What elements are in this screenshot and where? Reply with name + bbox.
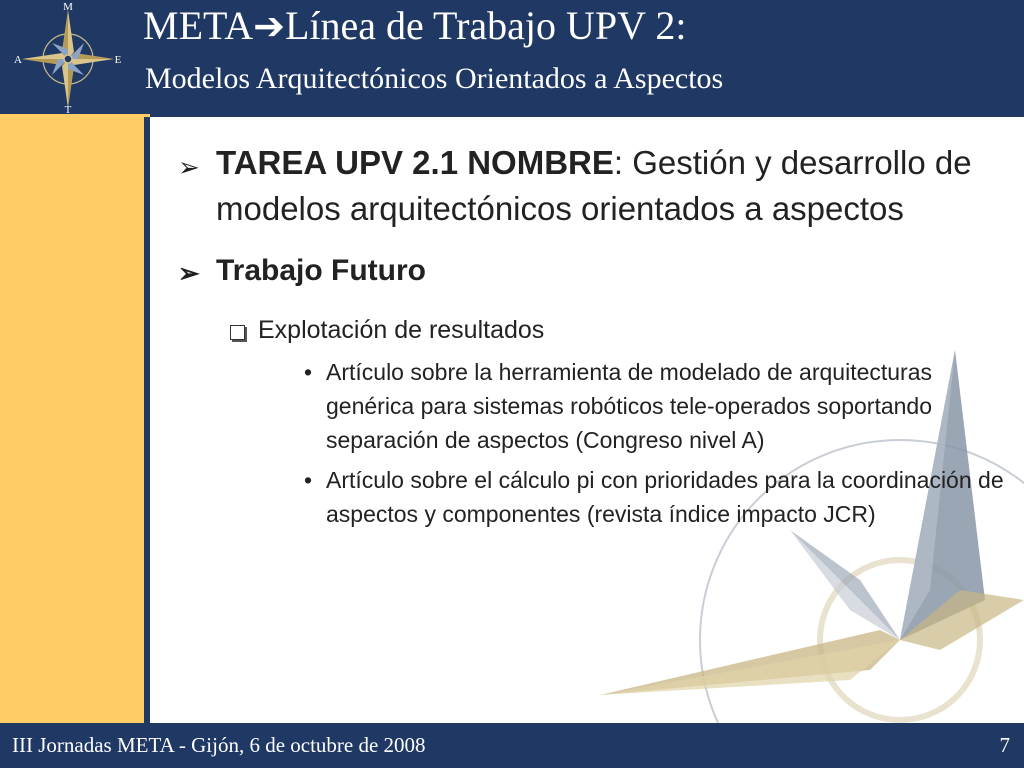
slide-subtitle: Modelos Arquitectónicos Orientados a Aspectos xyxy=(145,62,724,95)
arrow-bullet-icon: ➢ xyxy=(178,258,200,288)
logo-letter-top: M xyxy=(63,2,73,13)
task-label: TAREA UPV 2.1 NOMBRE xyxy=(216,144,614,181)
results-heading: Explotación de resultados xyxy=(258,316,545,344)
arrow-bullet-icon: ➢ xyxy=(178,152,200,182)
future-work-bullet xyxy=(178,254,1018,288)
bullet-dot-icon: • xyxy=(304,359,313,385)
left-decor-strip xyxy=(0,117,144,723)
title-suffix: Línea de Trabajo UPV 2: xyxy=(284,3,687,48)
results-bullet xyxy=(228,316,1018,345)
compass-logo-icon xyxy=(8,2,128,114)
title-bar xyxy=(0,0,1024,117)
logo-letter-left: A xyxy=(14,54,22,66)
list-item-text: Artículo sobre el cálculo pi con prioridades para la coordinación de aspectos y componentes (revista índice impacto JCR) xyxy=(326,467,1004,527)
logo-letter-right: E xyxy=(114,54,122,66)
arrow-right-icon: ➔ xyxy=(253,6,285,48)
logo-letter-bottom: T xyxy=(64,104,72,114)
task-bullet xyxy=(178,140,1018,232)
list-item xyxy=(304,463,1024,531)
list-item-text: Artículo sobre la herramienta de modelado de arquitecturas genérica para sistemas robóticos tele-operados soportando separación de aspectos (Congreso nivel A) xyxy=(326,359,933,453)
page-number: 7 xyxy=(999,733,1010,757)
task-text: : Gestión y desarrollo de modelos arquitectónicos orientados a aspectos xyxy=(216,144,972,227)
results-list xyxy=(178,355,1018,531)
list-item xyxy=(304,355,1024,457)
future-work-label: Trabajo Futuro xyxy=(216,254,426,287)
title-prefix: META xyxy=(143,3,254,48)
left-decor-edge xyxy=(144,117,150,723)
bullet-dot-icon: • xyxy=(304,467,313,493)
slide-body xyxy=(178,140,1018,537)
footer-bar xyxy=(0,723,1024,768)
footer-text: III Jornadas META - Gijón, 6 de octubre de 2008 xyxy=(12,733,426,757)
checkbox-bullet-icon xyxy=(230,325,245,340)
slide-title xyxy=(143,2,686,49)
